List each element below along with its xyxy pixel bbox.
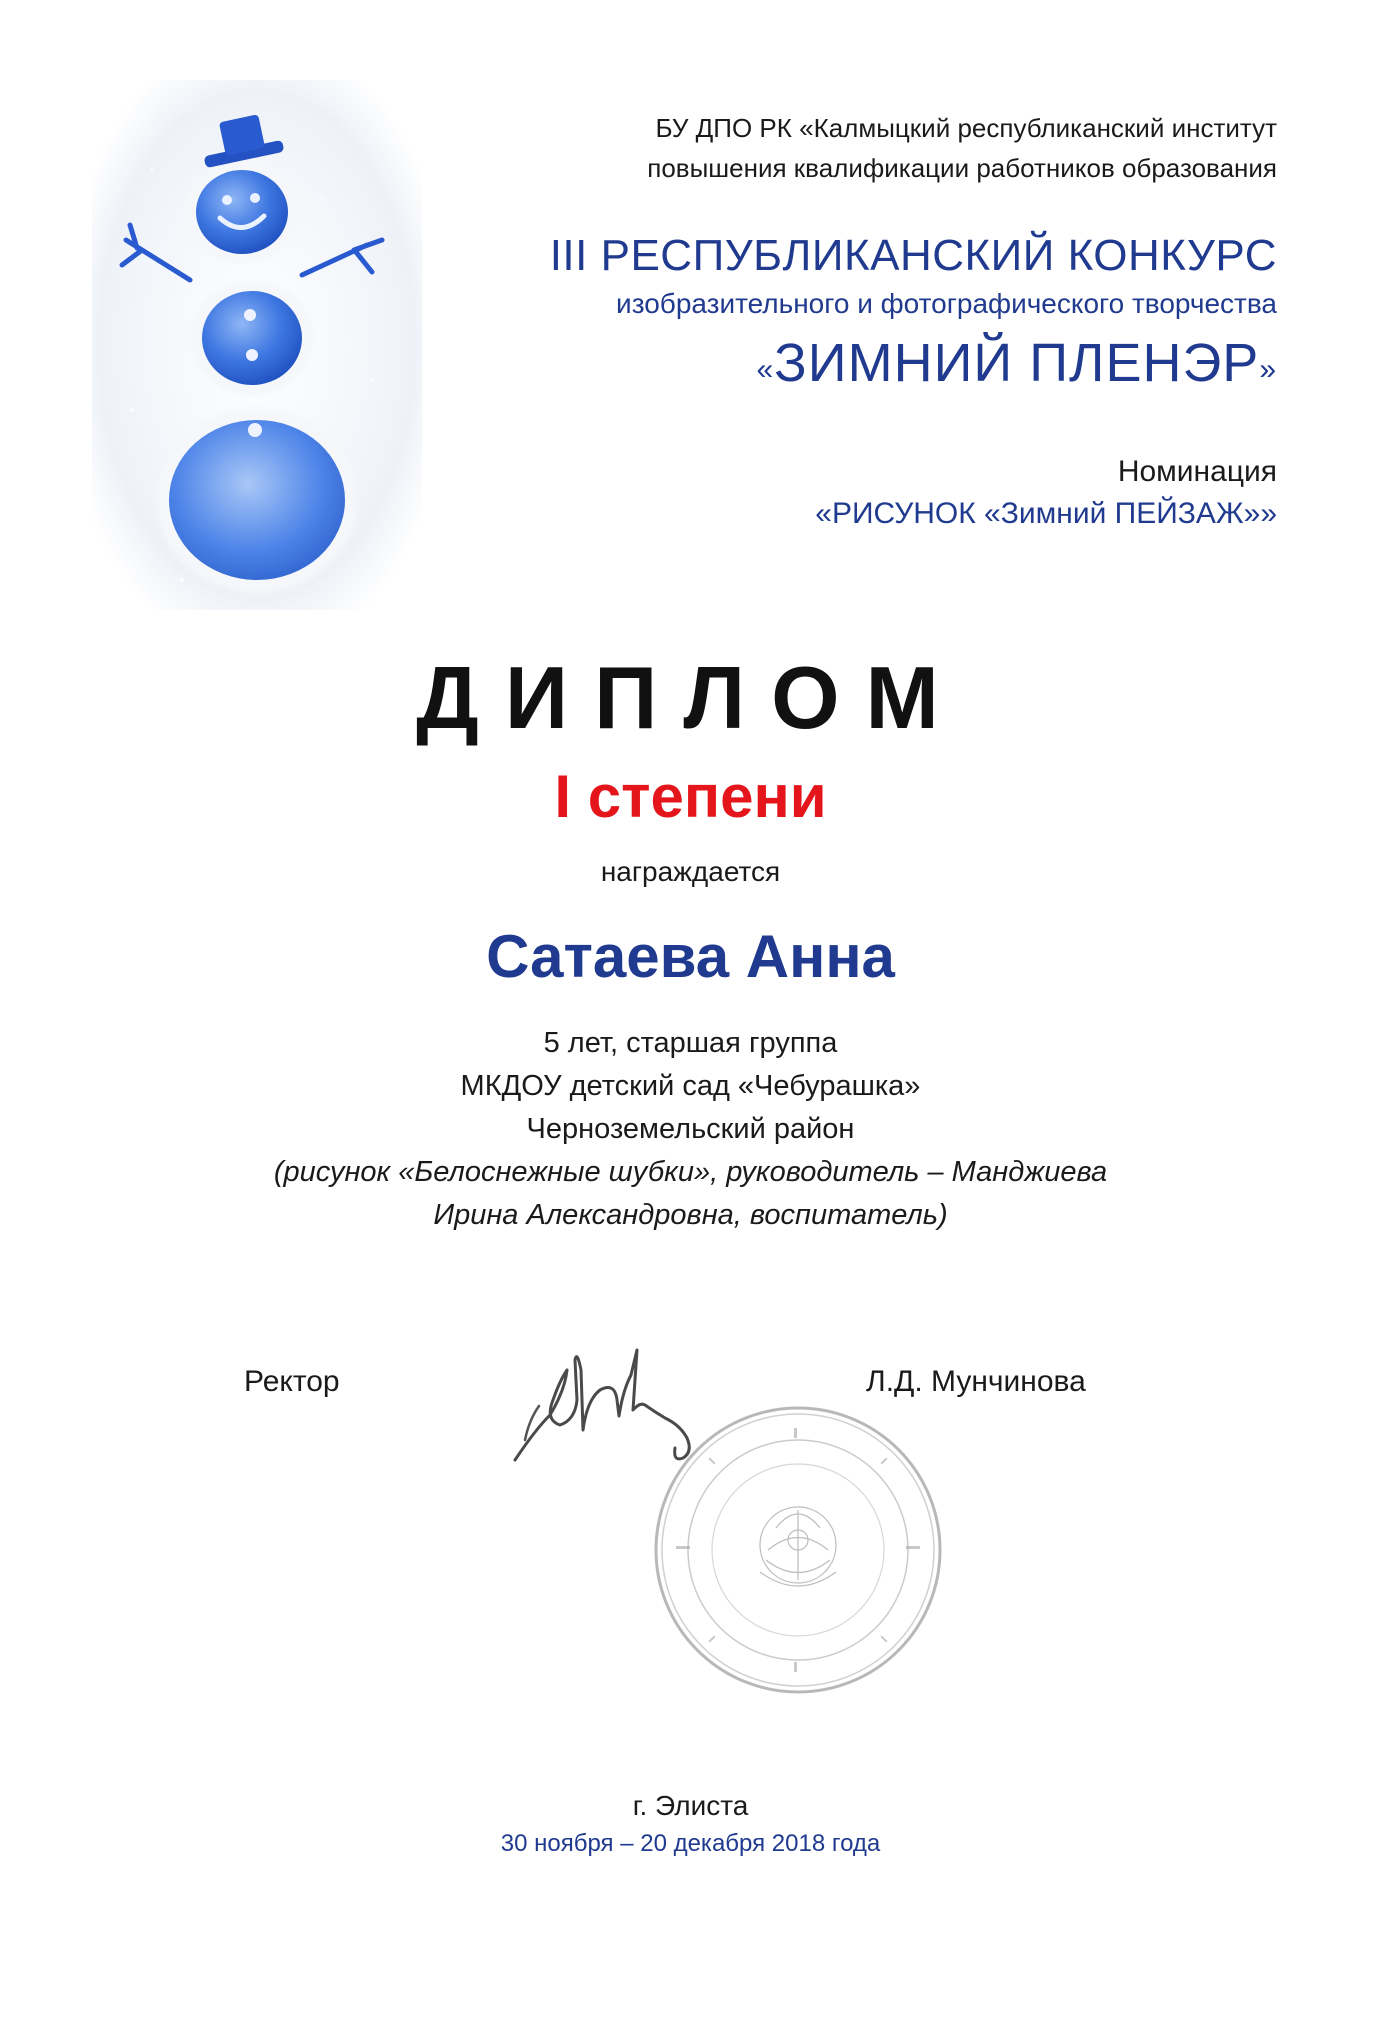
contest-name — [457, 330, 1277, 403]
recipient-details — [0, 1022, 1381, 1237]
contest-subtitle: изобразительного и фотографического творчества — [616, 288, 1277, 319]
age-group: 5 лет, старшая группа — [543, 1027, 838, 1059]
handwritten-signature — [505, 1320, 755, 1520]
institution: МКДОУ детский сад «Чебурашка» — [460, 1070, 921, 1102]
rector-label: Ректор — [244, 1365, 340, 1398]
note-line-1: (рисунок «Белоснежные шубки», руководитель – Манджиева — [273, 1156, 1108, 1188]
signer-name: Л.Д. Мунчинова — [866, 1365, 1086, 1398]
awarded-label: награждается — [600, 856, 781, 887]
event-dates: 30 ноября – 20 декабря 2018 года — [500, 1830, 881, 1857]
nomination-label: Номинация — [1117, 455, 1277, 488]
nomination-value: «РИСУНОК «Зимний ПЕЙЗАЖ»» — [815, 497, 1277, 530]
contest-title: III РЕСПУБЛИКАНСКИЙ КОНКУРС — [549, 231, 1277, 280]
header-block — [457, 108, 1277, 535]
recipient-name: Сатаева Анна — [486, 923, 895, 990]
institute-line-1: БУ ДПО РК «Калмыцкий республиканский институт — [655, 113, 1277, 143]
snowman-illustration — [92, 80, 422, 610]
contest-name-text: ЗИМНИЙ ПЛЕНЭР — [774, 333, 1260, 393]
diploma-degree: I степени — [554, 763, 827, 830]
city: г. Элиста — [632, 1790, 749, 1821]
institute-line-2: повышения квалификации работников образования — [647, 153, 1277, 183]
contest-name-close-quote: » — [1259, 353, 1277, 386]
diploma-title: ДИПЛОМ — [416, 648, 965, 747]
contest-name-open-quote: « — [756, 353, 775, 386]
note-line-2: Ирина Александровна, воспитатель) — [433, 1199, 948, 1231]
district: Черноземельский район — [526, 1113, 855, 1145]
